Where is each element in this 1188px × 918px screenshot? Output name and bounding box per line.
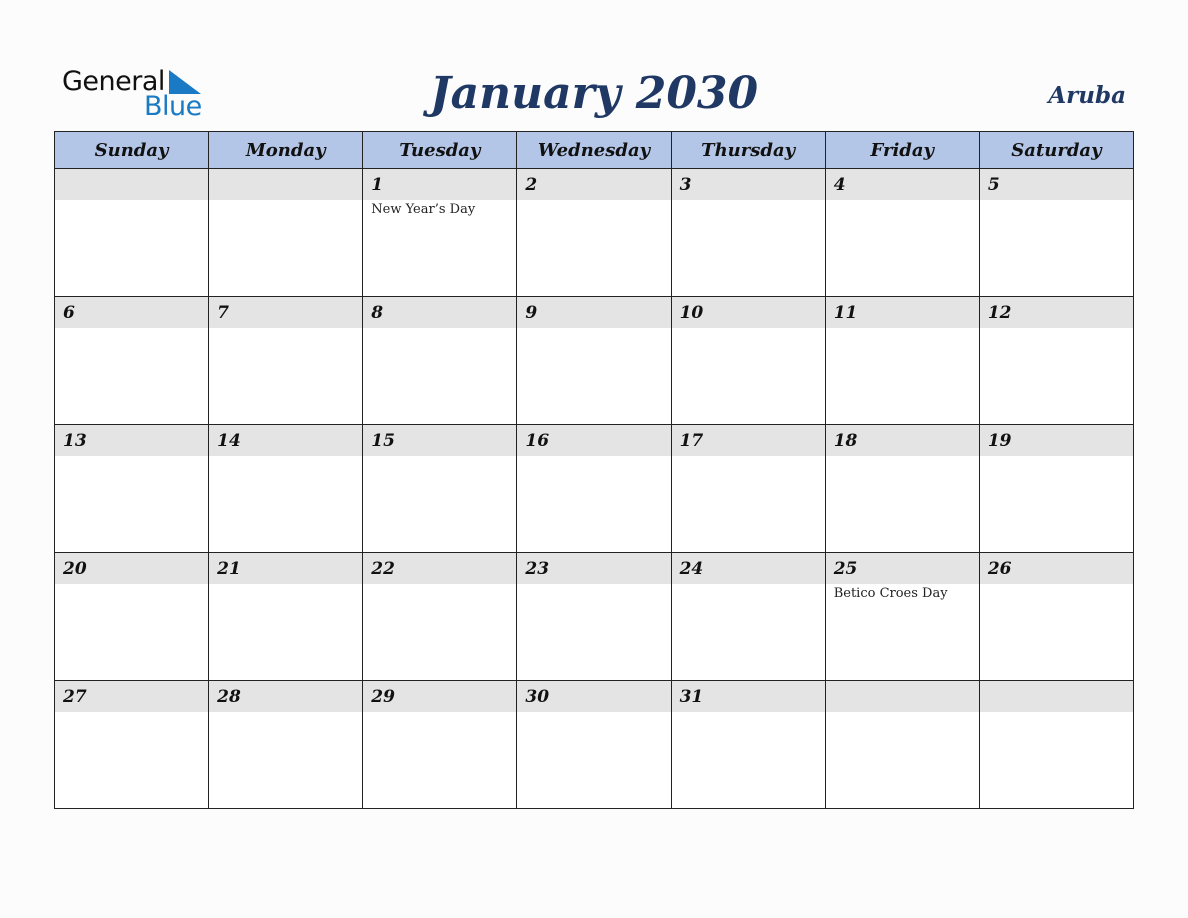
day-number	[55, 169, 208, 200]
day-cell	[363, 169, 517, 297]
day-cell	[55, 553, 209, 681]
day-number: 16	[517, 425, 670, 456]
day-cell	[363, 681, 517, 809]
day-number	[209, 169, 362, 200]
day-cell	[517, 553, 671, 681]
day-number: 20	[55, 553, 208, 584]
day-number: 7	[209, 297, 362, 328]
weekday-header: Thursday	[671, 132, 825, 169]
day-number: 14	[209, 425, 362, 456]
day-number: 8	[363, 297, 516, 328]
day-number: 6	[55, 297, 208, 328]
day-number: 17	[672, 425, 825, 456]
day-cell	[517, 425, 671, 553]
day-cell	[671, 681, 825, 809]
day-number: 30	[517, 681, 670, 712]
day-number: 31	[672, 681, 825, 712]
day-cell	[363, 425, 517, 553]
day-number	[826, 681, 979, 712]
logo-blue: Blue	[144, 91, 202, 122]
day-cell	[671, 425, 825, 553]
day-number: 13	[55, 425, 208, 456]
weekday-header: Sunday	[55, 132, 209, 169]
day-number	[980, 681, 1133, 712]
day-number: 28	[209, 681, 362, 712]
day-cell	[671, 169, 825, 297]
country-label: Aruba	[1048, 82, 1126, 109]
day-number: 22	[363, 553, 516, 584]
weekday-header: Monday	[209, 132, 363, 169]
day-cell	[825, 425, 979, 553]
week-row	[55, 553, 1134, 681]
day-number: 9	[517, 297, 670, 328]
week-row	[55, 297, 1134, 425]
day-cell	[979, 297, 1133, 425]
day-cell	[979, 553, 1133, 681]
day-number: 11	[826, 297, 979, 328]
calendar-grid	[54, 131, 1134, 809]
holiday-label: Betico Croes Day	[833, 586, 948, 601]
day-cell	[825, 297, 979, 425]
day-cell	[979, 681, 1133, 809]
day-number: 18	[826, 425, 979, 456]
logo-general: General	[62, 66, 165, 97]
day-number: 27	[55, 681, 208, 712]
day-cell	[209, 425, 363, 553]
day-cell	[979, 169, 1133, 297]
day-cell	[363, 297, 517, 425]
day-cell	[209, 297, 363, 425]
day-number: 1	[363, 169, 516, 200]
day-number: 29	[363, 681, 516, 712]
day-cell	[825, 553, 979, 681]
day-number: 5	[980, 169, 1133, 200]
day-number: 19	[980, 425, 1133, 456]
week-row	[55, 169, 1134, 297]
day-cell	[517, 297, 671, 425]
day-cell	[671, 297, 825, 425]
day-cell	[55, 425, 209, 553]
day-cell	[825, 681, 979, 809]
day-cell	[209, 681, 363, 809]
day-cell	[517, 169, 671, 297]
day-cell	[55, 169, 209, 297]
day-number: 26	[980, 553, 1133, 584]
day-cell	[517, 681, 671, 809]
day-cell	[55, 297, 209, 425]
day-number: 4	[826, 169, 979, 200]
weekday-header: Wednesday	[517, 132, 671, 169]
week-row	[55, 681, 1134, 809]
day-cell	[825, 169, 979, 297]
day-cell	[55, 681, 209, 809]
day-number: 23	[517, 553, 670, 584]
weekday-header: Saturday	[979, 132, 1133, 169]
week-row	[55, 425, 1134, 553]
page-title: January 2030	[429, 68, 759, 119]
day-cell	[363, 553, 517, 681]
day-number: 24	[672, 553, 825, 584]
day-cell	[209, 169, 363, 297]
day-cell	[671, 553, 825, 681]
day-number: 21	[209, 553, 362, 584]
day-cell	[979, 425, 1133, 553]
weekday-header: Friday	[825, 132, 979, 169]
day-number: 15	[363, 425, 516, 456]
day-number: 3	[672, 169, 825, 200]
day-cell	[209, 553, 363, 681]
day-number: 10	[672, 297, 825, 328]
day-number: 2	[517, 169, 670, 200]
day-number: 25	[826, 553, 979, 584]
day-number: 12	[980, 297, 1133, 328]
weekday-header: Tuesday	[363, 132, 517, 169]
holiday-label: New Year’s Day	[371, 202, 476, 217]
